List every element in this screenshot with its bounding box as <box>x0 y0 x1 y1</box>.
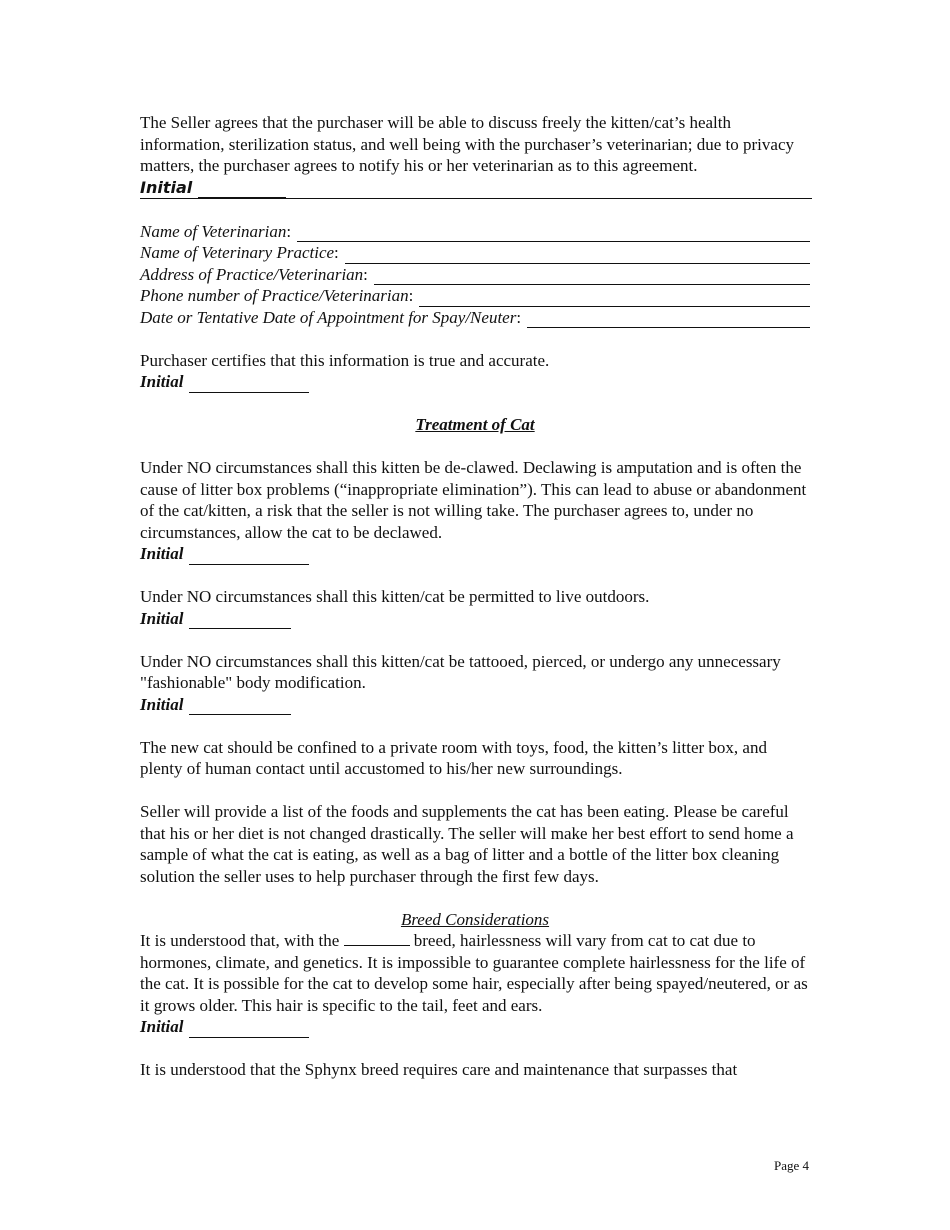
foods-paragraph: Seller will provide a list of the foods and supplements the cat has been eating. Please be careful that his or her diet is not changed drastically. The seller will make her best effort to send home a sample of what the cat is eating, as well as a bag of litter and a bottle of the litter box cleaning solution the seller uses to help purchaser through the first few days. <box>140 802 794 886</box>
spay-date-label: Date or Tentative Date of Appointment for Spay/Neuter <box>140 307 517 327</box>
vet-practice-label: Name of Veterinary Practice <box>140 243 335 262</box>
certify-paragraph: Purchaser certifies that this information is true and accurate. <box>140 350 550 370</box>
spay-date-row: Date or Tentative Date of Appointment for Spay/Neuter : <box>140 307 810 329</box>
vet-phone-field[interactable] <box>419 290 810 307</box>
initial-row <box>140 1016 810 1038</box>
vet-name-row: Name of Veterinarian : <box>140 221 810 243</box>
initial-label: Initial <box>140 177 193 197</box>
initial-field[interactable] <box>189 1021 309 1038</box>
document-page <box>140 112 810 1081</box>
initial-label: Initial <box>140 694 184 714</box>
initial-field[interactable] <box>189 548 309 565</box>
vet-practice-row: Name of Veterinary Practice : <box>140 242 810 264</box>
declaw-paragraph: Under NO circumstances shall this kitten be de-clawed. Declawing is amputation and is often the cause of litter box problems (“inappropriate elimination”). This can lead to abuse or abandonment of the cat/kitten, a risk that the seller is not willing take. The purchaser agrees to, under no circumstances, allow the cat to be declawed. <box>140 458 807 542</box>
treatment-heading: Treatment of Cat <box>415 415 535 434</box>
initial-row <box>140 694 810 716</box>
tattoo-paragraph: Under NO circumstances shall this kitten/cat be tattooed, pierced, or undergo any unnecessary "fashionable" body modification. <box>140 651 781 692</box>
outdoors-paragraph: Under NO circumstances shall this kitten/cat be permitted to live outdoors. <box>140 587 650 606</box>
initial-field[interactable] <box>189 612 291 629</box>
vet-phone-label: Phone number of Practice/Veterinarian <box>140 286 409 305</box>
initial-row <box>140 608 810 630</box>
breed-blank-field[interactable] <box>344 931 410 946</box>
veterinarian-fields <box>140 221 810 329</box>
initial-label: Initial <box>140 1017 184 1036</box>
vet-address-row: Address of Practice/Veterinarian : <box>140 264 810 286</box>
vet-name-label: Name of Veterinarian <box>140 221 287 241</box>
sphynx-care-paragraph: It is understood that the Sphynx breed requires care and maintenance that surpasses that <box>140 1060 738 1079</box>
initial-row <box>140 543 810 565</box>
vet-address-field[interactable] <box>374 268 810 285</box>
vet-name-field[interactable] <box>297 225 810 242</box>
initial-label: Initial <box>140 372 184 391</box>
confinement-paragraph: The new cat should be confined to a private room with toys, food, the kitten’s litter box, and plenty of human contact until accustomed to his/her new surroundings. <box>140 737 767 778</box>
vet-phone-row: Phone number of Practice/Veterinarian : <box>140 285 810 307</box>
initial-label: Initial <box>140 608 184 628</box>
breed-heading: Breed Considerations <box>400 909 550 929</box>
page-number: Page 4 <box>773 1158 809 1173</box>
initial-field[interactable] <box>198 181 286 198</box>
vet-practice-field[interactable] <box>345 247 810 264</box>
initial-row <box>140 371 810 393</box>
initial-label: Initial <box>140 544 184 563</box>
initial-field[interactable] <box>189 698 291 715</box>
seller-agreement-paragraph: The Seller agrees that the purchaser will be able to discuss freely the kitten/cat’s health information, sterilization status, and well being with the purchaser’s veterinarian; due to privacy matters, the purchaser agrees to notify his or her veterinarian as to this agreement. <box>140 113 794 175</box>
vet-address-label: Address of Practice/Veterinarian <box>140 264 364 284</box>
spay-date-field[interactable] <box>527 311 810 328</box>
initial-field[interactable] <box>189 376 309 393</box>
hairlessness-paragraph: It is understood that, with the breed, hairlessness will vary from cat to cat due to hormones, climate, and genetics. It is impossible to guarantee complete hairlessness for the life of the cat. It is possible for the cat to develop some hair, especially after being spayed/neutered, or as it grows older. This hair is specific to the tail, feet and ears. <box>140 931 808 1015</box>
initial-row <box>140 177 810 199</box>
